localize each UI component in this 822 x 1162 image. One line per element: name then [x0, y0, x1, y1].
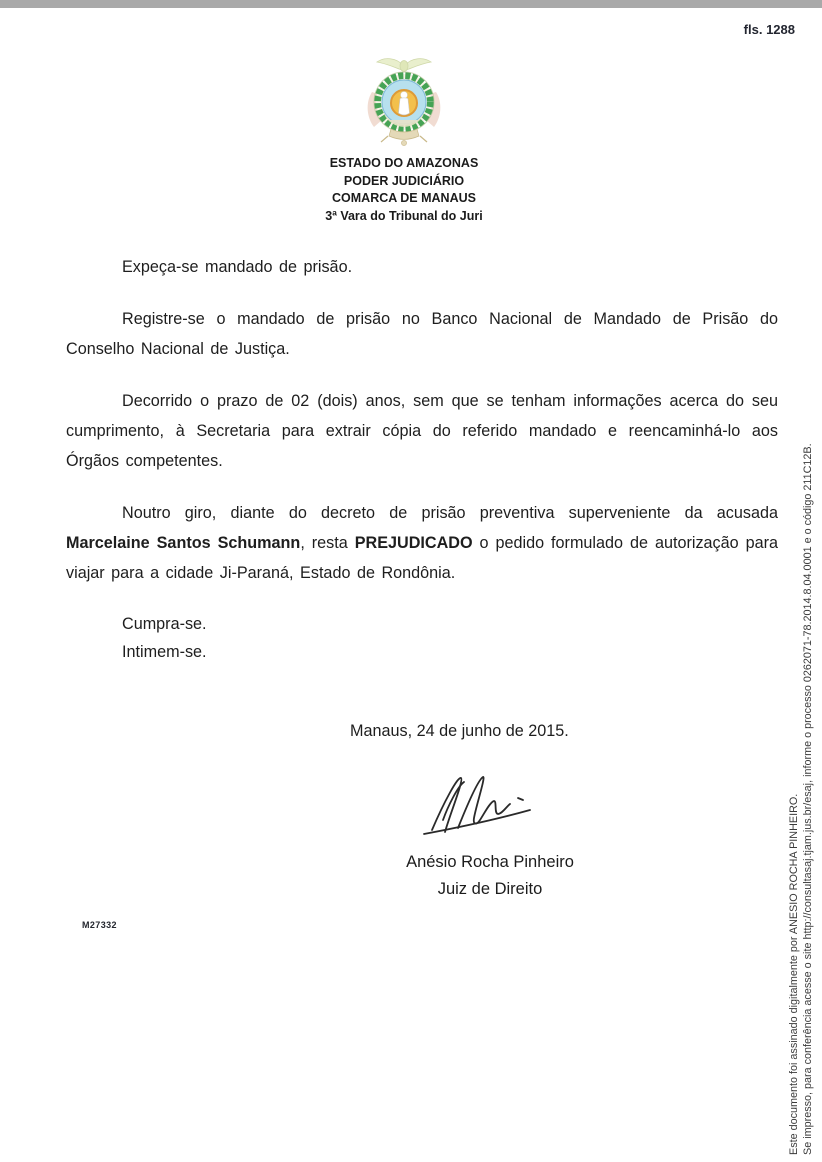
letterhead	[0, 56, 808, 225]
p4-text-before: Noutro giro, diante do decreto de prisão preventiva superveniente da acusada	[122, 504, 778, 522]
folio-number: fls. 1288	[743, 22, 795, 37]
paragraph-prazo: Decorrido o prazo de 02 (dois) anos, sem que se tenham informações acerca do seu cumprimento, à Secretaria para extrair cópia do referido mandado e reencaminhá-lo aos Órgãos competentes.	[66, 392, 778, 470]
paragraph-registro-bnmp: Registre-se o mandado de prisão no Banco Nacional de Mandado de Prisão do Conselho Nacional de Justiça.	[66, 310, 778, 358]
letterhead-line-state: ESTADO DO AMAZONAS	[329, 156, 479, 170]
paragraph-prejudicado	[66, 498, 778, 588]
closing-orders	[66, 610, 778, 666]
order-intimem-se: Intimem-se.	[122, 643, 207, 661]
verification-line-check-url: Se impresso, para conferência acesse o site http://consultasaj.tjam.jus.br/esaj, informe o processo 0262071-78.2014.8.04.0001 e o código 211C12B.	[801, 443, 814, 1155]
prejudicado-emphasis: PREJUDICADO	[354, 534, 473, 552]
letterhead-line-branch: PODER JUDICIÁRIO	[343, 173, 465, 188]
coat-of-arms-amazonas-icon	[362, 56, 446, 153]
p4-text-mid: , resta	[300, 534, 355, 552]
signature-block	[340, 768, 640, 903]
viewer-top-bar	[0, 0, 822, 8]
decision-text	[0, 252, 822, 746]
paragraph-expeca: Expeça-se mandado de prisão.	[122, 258, 353, 276]
document-code: M27332	[82, 920, 117, 930]
digital-signature-verification	[788, 28, 816, 1155]
letterhead-line-comarca: COMARCA DE MANAUS	[332, 191, 476, 205]
p4-text-after: o pedido formulado de autorização para viajar para a cidade Ji-Paraná, Estado de Rondônia.	[66, 534, 778, 582]
letterhead-line-court: 3ª Vara do Tribunal do Juri	[325, 208, 483, 223]
accused-name: Marcelaine Santos Schumann	[66, 534, 301, 552]
judge-title: Juiz de Direito	[437, 880, 543, 898]
judge-name: Anésio Rocha Pinheiro	[406, 853, 574, 871]
handwritten-signature-icon	[340, 768, 640, 845]
order-cumpra-se: Cumpra-se.	[122, 615, 207, 633]
place-and-date: Manaus, 24 de junho de 2015.	[350, 722, 569, 740]
verification-line-signed-by: Este documento foi assinado digitalmente por ANESIO ROCHA PINHEIRO.	[788, 793, 800, 1155]
